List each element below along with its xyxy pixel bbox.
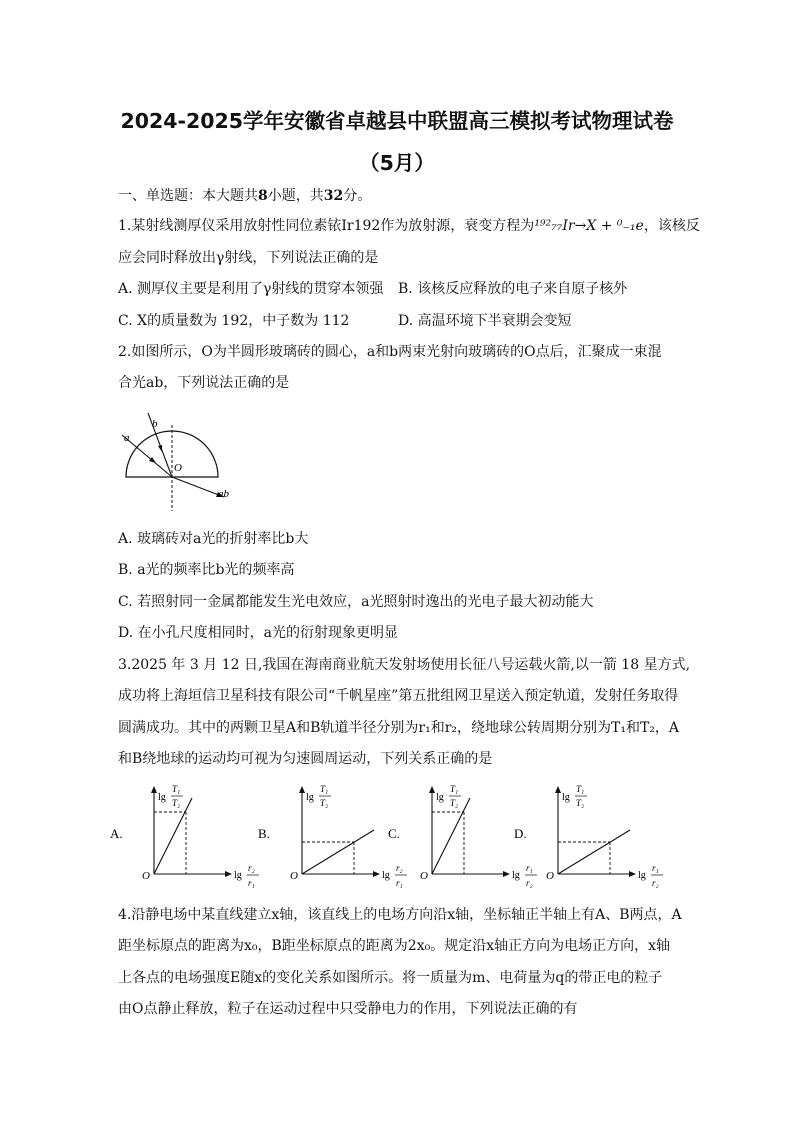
q3-stem-line4: 和B绕地球的运动均可视为匀速圆周运动，下列关系正确的是 bbox=[118, 751, 493, 767]
x-axis-label-num: r₂ bbox=[396, 863, 403, 873]
q2-stem-line1: 2.如图所示，O为半圆形玻璃砖的圆心，a和b两束光射向玻璃砖的O点后，汇聚成一束混 bbox=[118, 344, 662, 360]
x-axis-arrow bbox=[373, 871, 380, 877]
y-axis-arrow bbox=[555, 786, 561, 793]
q3-stem-line2: 成功将上海垣信卫星科技有限公司“千帆星座”第五批组网卫星送入预定轨道，发射任务取得 bbox=[118, 688, 679, 704]
q2-fig-label-o: O bbox=[174, 462, 182, 474]
q2-stem-line2: 合光ab，下列说法正确的是 bbox=[118, 375, 290, 391]
q1-option-a: A. 测厚仪主要是利用了γ射线的贯穿本领强 bbox=[118, 281, 384, 297]
q2-fig-label-a: a bbox=[124, 432, 130, 444]
q2-fig-label-b: b bbox=[152, 418, 158, 430]
x-axis-label-num: r₁ bbox=[526, 863, 533, 873]
q1-option-d: D. 高温环境下半衰期会变短 bbox=[398, 313, 572, 329]
y-axis-label-lg: lg bbox=[158, 792, 166, 803]
y-axis-label-lg: lg bbox=[306, 792, 314, 803]
x-axis-label-lg: lg bbox=[382, 870, 390, 881]
x-axis-arrow bbox=[225, 871, 232, 877]
y-axis-label-lg: lg bbox=[436, 792, 444, 803]
x-axis-label-num: r₁ bbox=[652, 863, 659, 873]
x-axis-label-lg: lg bbox=[512, 870, 520, 881]
q2-option-a: A. 玻璃砖对a光的折射率比b大 bbox=[118, 531, 309, 547]
y-axis-label-den: T₂ bbox=[450, 798, 459, 808]
q4-stem-line1: 4.沿静电场中某直线建立x轴，该直线上的电场方向沿x轴，坐标轴正半轴上有A、B两点，A bbox=[118, 907, 682, 923]
y-axis-label-lg: lg bbox=[562, 792, 570, 803]
q4-stem-line3: 上各点的电场强度E随x的变化关系如图所示。将一质量为m、电荷量为q的带正电的粒子 bbox=[118, 970, 663, 986]
y-axis-arrow bbox=[151, 786, 157, 793]
x-axis-label-num: r₂ bbox=[248, 863, 255, 873]
y-axis-label-num: T₁ bbox=[576, 784, 585, 794]
q3-option-graphs bbox=[110, 778, 659, 896]
origin-label: O bbox=[420, 870, 428, 882]
q2-option-d: D. 在小孔尺度相同时，a光的衍射现象更明显 bbox=[118, 625, 398, 641]
q2-option-b: B. a光的频率比b光的频率高 bbox=[118, 562, 295, 578]
q3-stem-line3: 圆满成功。其中的两颗卫星A和B轨道半径分别为r₁和r₂，绕地球公转周期分别为T₁和T₂，A bbox=[118, 720, 680, 736]
y-axis-label-num: T₁ bbox=[320, 784, 329, 794]
y-axis-label-den: T₂ bbox=[320, 798, 329, 808]
y-axis-arrow bbox=[429, 786, 435, 793]
q2-glass-semicircle-figure bbox=[112, 405, 242, 513]
x-axis-label-lg: lg bbox=[234, 870, 242, 881]
q4-stem-line4: 由O点静止释放，粒子在运动过程中只受静电力的作用，下列说法正确的有 bbox=[118, 1001, 578, 1017]
q3-stem-line1: 3.2025 年 3 月 12 日,我国在海南商业航天发射场使用长征八号运载火箭,以一箭 18 星方式, bbox=[118, 657, 691, 673]
x-axis-label-lg: lg bbox=[638, 870, 646, 881]
page-title: 2024-2025学年安徽省卓越县中联盟高三模拟考试物理试卷 bbox=[120, 109, 674, 133]
graph-line bbox=[302, 830, 374, 874]
q1-option-c: C. X的质量数为 192，中子数为 112 bbox=[118, 313, 350, 329]
q3-option-label: D. bbox=[514, 826, 527, 841]
y-axis-arrow bbox=[299, 786, 305, 793]
x-axis-label-den: r₁ bbox=[248, 878, 255, 888]
page-subtitle: （5月） bbox=[359, 151, 435, 175]
q3-option-label: A. bbox=[110, 826, 123, 841]
q1-stem-line1: 1.某射线测厚仪采用放射性同位素铱Ir192作为放射源，衰变方程为¹⁹²₇₇Ir→X + ⁰₋₁e，该核反 bbox=[118, 218, 700, 234]
q1-option-b: B. 该核反应释放的电子来自原子核外 bbox=[398, 281, 628, 297]
x-axis-label-den: r₂ bbox=[526, 878, 533, 888]
q3-option-label: C. bbox=[388, 826, 400, 841]
q1-stem-line2: 应会同时释放出γ射线，下列说法正确的是 bbox=[118, 250, 379, 266]
x-axis-label-den: r₂ bbox=[652, 878, 659, 888]
q3-option-label: B. bbox=[258, 826, 270, 841]
x-axis-arrow bbox=[503, 871, 510, 877]
y-axis-label-den: T₂ bbox=[172, 798, 181, 808]
x-axis-arrow bbox=[629, 871, 636, 877]
x-axis-label-den: r₁ bbox=[396, 878, 403, 888]
section-heading: 一、单选题：本大题共8小题，共32分。 bbox=[118, 188, 372, 204]
q2-fig-label-ab: ab bbox=[218, 488, 229, 500]
origin-label: O bbox=[290, 870, 298, 882]
y-axis-label-den: T₂ bbox=[576, 798, 585, 808]
q1-equation: ¹⁹²₇₇Ir→X + ⁰₋₁e bbox=[534, 218, 644, 234]
origin-label: O bbox=[142, 870, 150, 882]
origin-label: O bbox=[546, 870, 554, 882]
y-axis-label-num: T₁ bbox=[450, 784, 459, 794]
y-axis-label-num: T₁ bbox=[172, 784, 181, 794]
q2-option-c: C. 若照射同一金属都能发生光电效应，a光照射时逸出的光电子最大初动能大 bbox=[118, 594, 594, 610]
q4-stem-line2: 距坐标原点的距离为x₀，B距坐标原点的距离为2x₀。规定沿x轴正方向为电场正方向，x轴 bbox=[118, 938, 670, 954]
graph-line bbox=[558, 830, 630, 874]
